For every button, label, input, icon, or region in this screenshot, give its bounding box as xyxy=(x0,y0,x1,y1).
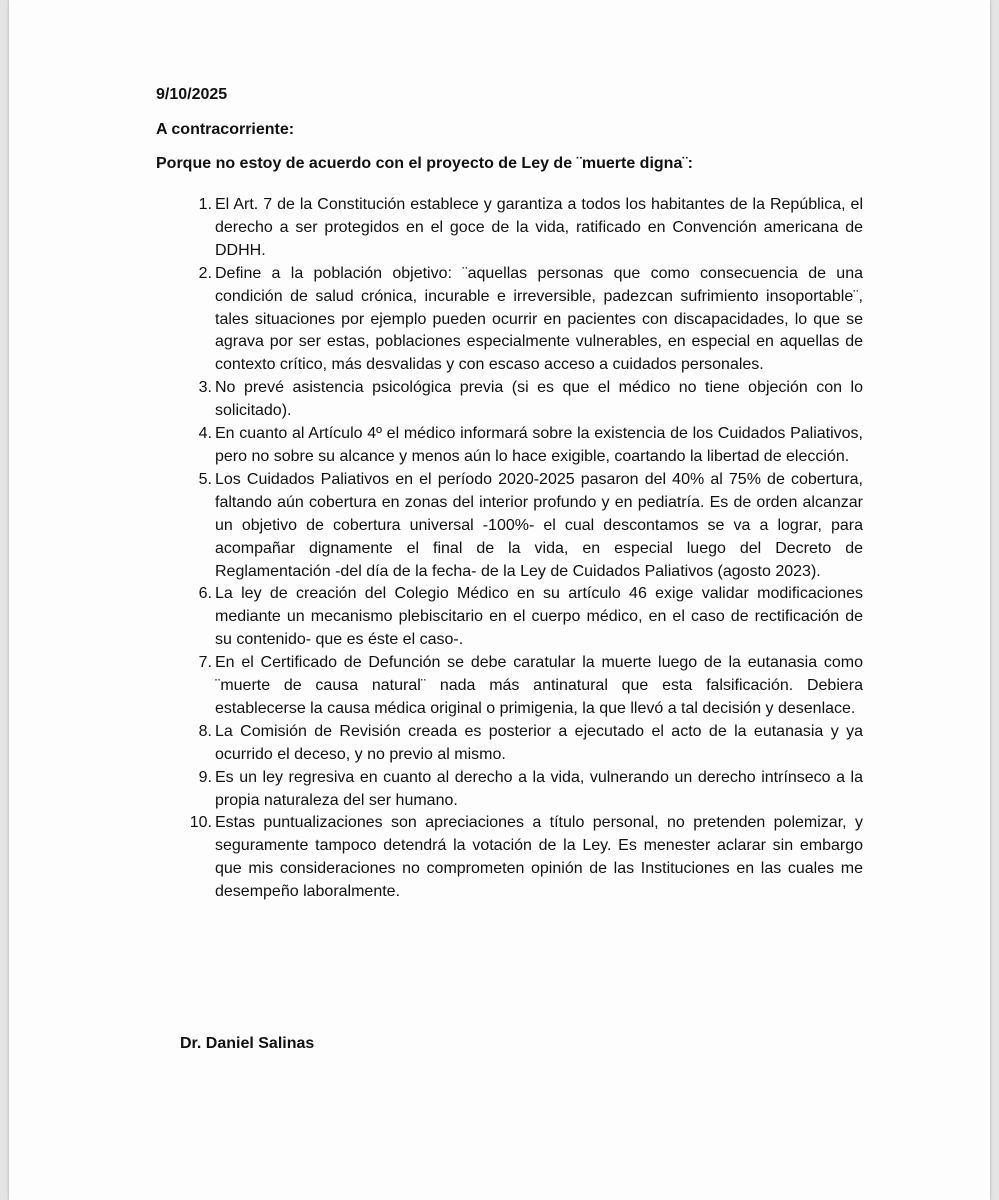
point-text: En cuanto al Artículo 4º el médico informará sobre la existencia de los Cuidados Paliativos, pero no sobre su alcance y menos aún lo hace exigible, coartando la libertad de elección. xyxy=(215,425,863,465)
point-number: 2. xyxy=(198,264,212,282)
point-number: 3. xyxy=(198,379,212,397)
document-subtitle: A contracorriente: xyxy=(156,121,295,138)
point-text: El Art. 7 de la Constitución establece y garantiza a todos los habitantes de la República, el derecho a ser protegidos en el goce de la vida, ratificado en Convención americana de DDHH. xyxy=(215,196,863,259)
point-text: Los Cuidados Paliativos en el período 2020-2025 pasaron del 40% al 75% de cobertura, faltando aún cobertura en zonas del interior profundo y en pediatría. Es de orden alcanzar un objetivo de cobertura universal -100%- el cual descontamos se va a lograr, para acompañar dignamente el final de la vida, en especial luego del Decreto de Reglamentación -del día de la fecha- de la Ley de Cuidados Paliativos (agosto 2023). xyxy=(215,470,863,580)
point-number: 1. xyxy=(198,196,212,213)
point-text: La Comisión de Revisión creada es posterior a ejecutado el acto de la eutanasia y ya ocurrido el deceso, y no previo al mismo. xyxy=(215,722,863,763)
list-item xyxy=(179,423,863,469)
signature: Dr. Daniel Salinas xyxy=(180,1035,315,1052)
list-item xyxy=(179,812,863,904)
point-text: Estas puntualizaciones son apreciaciones a título personal, no pretenden polemizar, y seguramente tampoco detendrá la votación de la Ley. Es menester aclarar sin embargo que mis consideraciones no comprometen opinión de las Instituciones en las cuales me desempeño laboralmente. xyxy=(215,814,863,901)
document-page xyxy=(9,0,990,1200)
document-heading: Porque no estoy de acuerdo con el proyecto de Ley de ¨muerte digna¨: xyxy=(156,155,693,172)
point-text: No prevé asistencia psicológica previa (si es que el médico no tiene objeción con lo solicitado). xyxy=(215,379,863,420)
point-number: 7. xyxy=(198,654,212,672)
point-number: 10. xyxy=(189,814,212,832)
list-item xyxy=(179,767,863,813)
list-item xyxy=(179,194,863,263)
list-item xyxy=(179,721,863,767)
point-number: 4. xyxy=(198,425,212,443)
point-number: 9. xyxy=(198,768,212,786)
point-text: Es un ley regresiva en cuanto al derecho a la vida, vulnerando un derecho intrínseco a la propia naturaleza del ser humano. xyxy=(215,768,863,809)
point-text: La ley de creación del Colegio Médico en su artículo 46 exige validar modificaciones mediante un mecanismo plebiscitario en el cuerpo médico, en el caso de rectificación de su contenido- que es éste el caso-. xyxy=(215,585,863,649)
point-number: 5. xyxy=(198,470,212,488)
list-item xyxy=(179,469,863,584)
document-date: 9/10/2025 xyxy=(156,86,228,103)
point-number: 6. xyxy=(198,585,212,603)
point-text: En el Certificado de Defunción se debe caratular la muerte luego de la eutanasia como ¨muerte de causa natural¨ nada más antinatural que esta falsificación. Debiera establecerse la causa médica original o primigenia, la que llevó a tal decisión y desenlace. xyxy=(215,654,863,717)
list-item xyxy=(179,652,863,721)
list-item xyxy=(179,377,863,423)
point-text: Define a la población objetivo: ¨aquellas personas que como consecuencia de una condición de salud crónica, incurable e irreversible, padezcan sufrimiento insoportable¨, tales situaciones por ejemplo pueden ocurrir en pacientes con discapacidades, lo que se agrava por ser estas, poblaciones especialmente vulnerables, en especial en aquellas de contexto crítico, más desvalidas y con escaso acceso a cuidados personales. xyxy=(215,264,863,374)
list-item xyxy=(179,583,863,652)
list-item xyxy=(179,263,863,378)
point-number: 8. xyxy=(198,722,212,740)
points-list xyxy=(179,194,863,904)
